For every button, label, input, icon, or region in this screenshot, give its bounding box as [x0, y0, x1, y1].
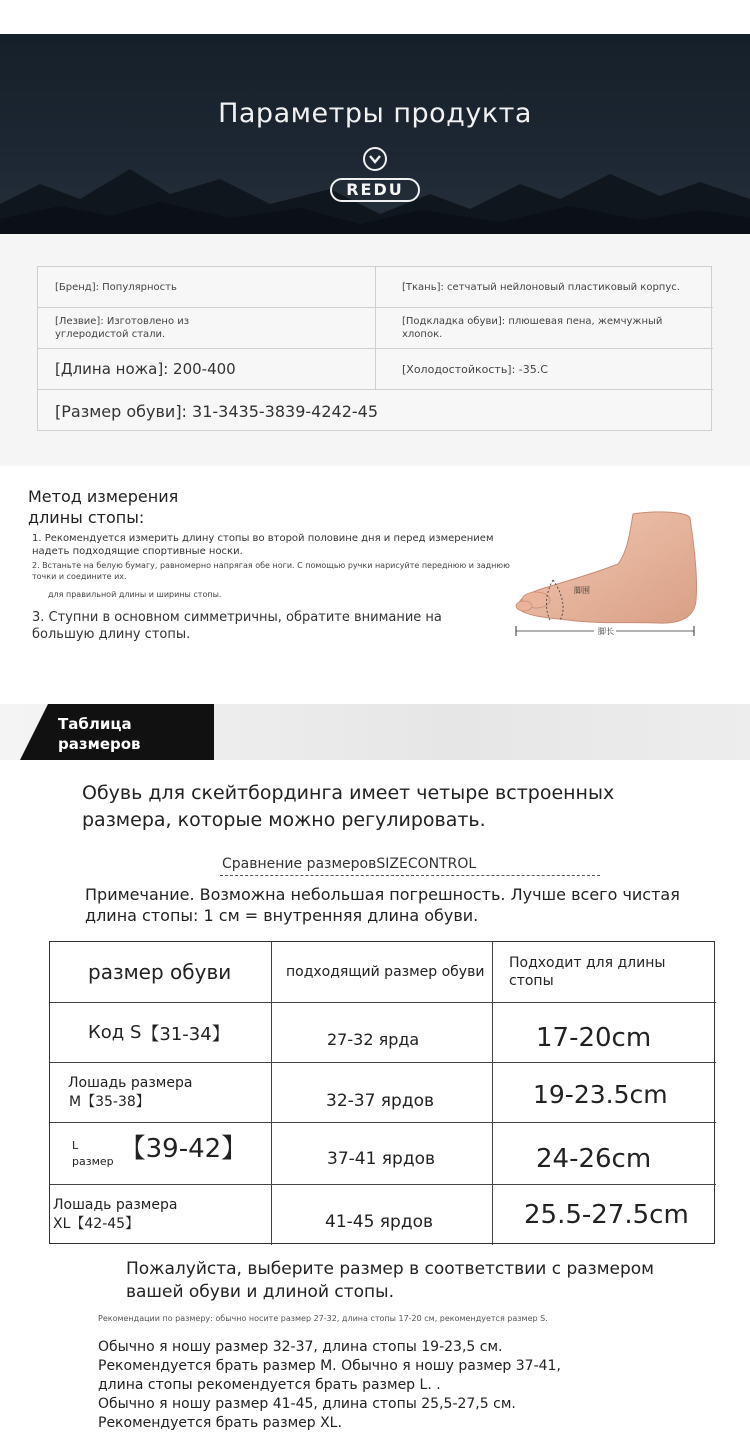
size-code: Лошадь размера	[68, 1074, 193, 1091]
recommendation-line: Рекомендуется брать размер M. Обычно я ношу размер 37-41,	[98, 1358, 561, 1374]
hero-banner	[0, 34, 750, 234]
size-code: L	[72, 1138, 79, 1152]
foot-length-label: 脚长	[598, 627, 614, 636]
brand-badge: REDU	[330, 178, 420, 202]
measure-step-2b: для правильной длины и ширины стопы.	[48, 590, 222, 599]
size-range: M【35-38】	[69, 1093, 150, 1110]
param-blade: [Лезвие]: Изготовлено из углеродистой стали.	[55, 316, 190, 340]
size-code: Код S	[88, 1022, 142, 1043]
measure-step-3: 3. Ступни в основном симметричны, обратите внимание на большую длину стопы.	[32, 610, 442, 642]
hero-title: Параметры продукта	[218, 98, 532, 129]
size-range: 【39-42】	[119, 1134, 248, 1164]
foot-length-cell: 25.5-27.5cm	[524, 1200, 689, 1230]
table-row	[72, 1123, 272, 1184]
size-chart-tab-label	[58, 714, 141, 754]
recommendation-line: Обычно я ношу размер 41-45, длина стопы 25,5-27,5 см.	[98, 1396, 516, 1412]
measure-title-line2: длины стопы:	[28, 508, 145, 527]
size-chart-banner	[0, 704, 750, 760]
size-note: Примечание. Возможна небольшая погрешность. Лучше всего чистая длина стопы: 1 см = внутренняя длина обуви.	[85, 885, 680, 925]
size-compare-title: Сравнение размеровSIZECONTROL	[222, 856, 477, 872]
measure-step-2: 2. Встаньте на белую бумагу, равномерно напрягая обе ноги. С помощью ручки нарисуйте переднюю и заднюю точки и соедините их.	[32, 561, 510, 581]
header-fit-size: подходящий размер обуви	[286, 964, 485, 980]
size-recommendation-small: Рекомендации по размеру: обычно носите размер 27-32, длина стопы 17-20 см, рекомендуется размер S.	[98, 1314, 548, 1323]
measure-title-line1: Метод измерения	[28, 487, 179, 506]
foot-girth-label: 脚围	[574, 586, 590, 595]
chevron-down-icon	[363, 147, 387, 171]
recommendation-line: длина стопы рекомендуется брать размер L. .	[98, 1377, 441, 1393]
params-table	[37, 266, 712, 431]
measure-section	[0, 466, 750, 688]
tab-line1: Таблица	[58, 715, 132, 733]
table-row	[68, 1063, 268, 1122]
fit-size-cell: 27-32 ярда	[327, 1030, 420, 1049]
foot-illustration-icon	[508, 506, 708, 646]
fit-size-cell: 32-37 ярдов	[326, 1090, 434, 1111]
size-range: 【31-34】	[141, 1023, 230, 1045]
header-shoe-size: размер обуви	[88, 960, 232, 984]
recommendation-line: Обычно я ношу размер 32-37, длина стопы 19-23,5 см.	[98, 1339, 503, 1355]
param-lining: [Подкладка обуви]: плюшевая пена, жемчужный хлопок.	[402, 316, 663, 340]
param-brand: [Бренд]: Популярность	[55, 281, 177, 293]
recommendation-line: Рекомендуется брать размер XL.	[98, 1415, 342, 1431]
size-label: размер	[72, 1154, 114, 1168]
size-recommendations	[98, 1338, 658, 1433]
measure-title	[28, 486, 178, 528]
product-params-section	[0, 234, 750, 466]
foot-length-cell: 24-26cm	[536, 1143, 652, 1174]
param-shoe-size: [Размер обуви]: 31-3435-3839-4242-45	[55, 401, 378, 421]
tab-line2: размеров	[58, 735, 141, 753]
fit-size-cell: 41-45 ярдов	[325, 1212, 433, 1232]
measure-step-1: 1. Рекомендуется измерить длину стопы во второй половине дня и перед измерением надеть подходящие спортивные носки.	[32, 533, 494, 557]
header-foot-length: Подходит для длины стопы	[509, 955, 666, 989]
size-range: XL【42-45】	[53, 1216, 140, 1232]
table-row	[53, 1185, 268, 1245]
size-code: Лошадь размера	[53, 1197, 178, 1213]
param-knife-length: [Длина ножа]: 200-400	[55, 359, 236, 378]
foot-length-cell: 17-20cm	[536, 1022, 652, 1053]
size-pick-instruction: Пожалуйста, выберите размер в соответствии с размером вашей обуви и длиной стопы.	[126, 1259, 655, 1302]
size-table	[49, 941, 715, 1244]
foot-length-cell: 19-23.5cm	[533, 1080, 668, 1109]
param-cold: [Холодостойкость]: -35.C	[402, 362, 548, 376]
dashed-divider	[220, 875, 600, 876]
fit-size-cell: 37-41 ярдов	[327, 1148, 435, 1169]
param-fabric: [Ткань]: сетчатый нейлоновый пластиковый корпус.	[402, 281, 680, 293]
size-intro: Обувь для скейтбординга имеет четыре встроенных размера, которые можно регулировать.	[82, 782, 615, 831]
table-row	[88, 1003, 268, 1062]
